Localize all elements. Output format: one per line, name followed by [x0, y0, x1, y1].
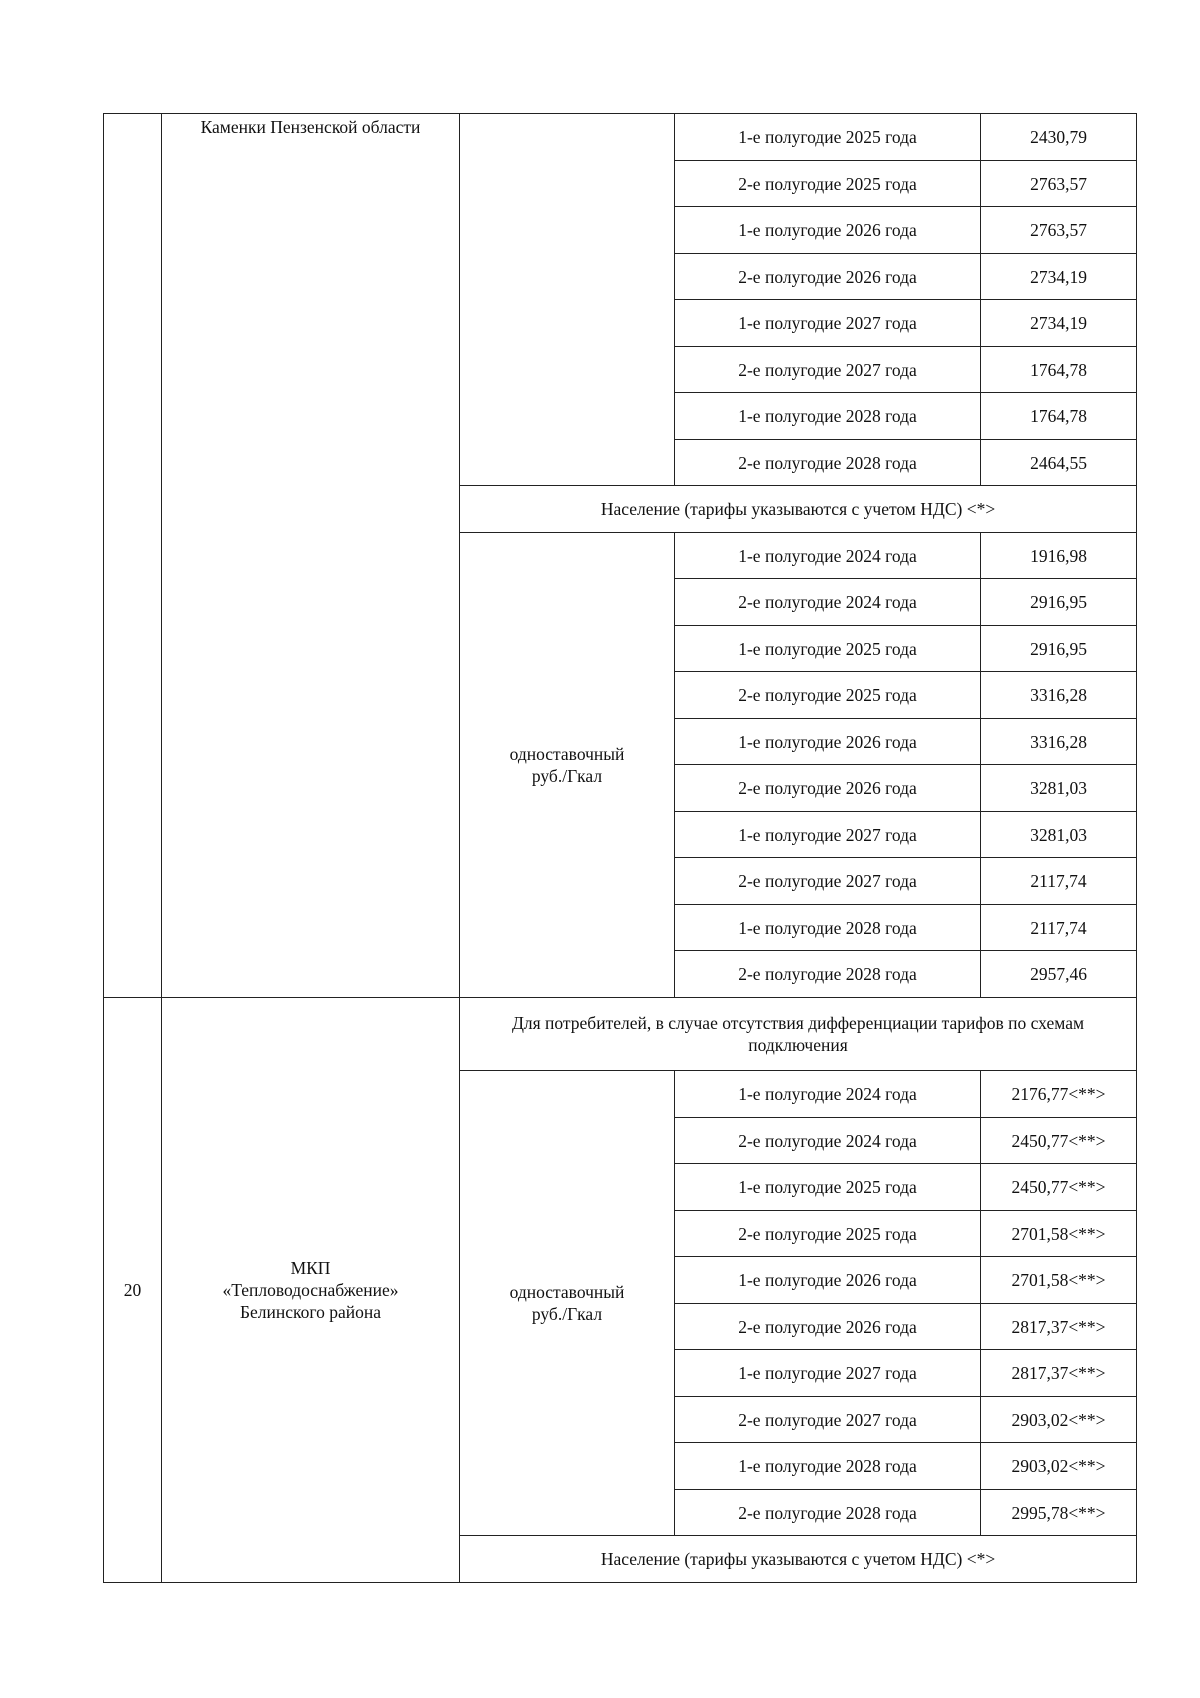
tariff-value-cell: 2903,02<**> — [981, 1443, 1137, 1490]
period-cell: 2-е полугодие 2024 года — [675, 1118, 981, 1164]
table-row — [104, 998, 1137, 1071]
period-cell: 1-е полугодие 2028 года — [675, 905, 981, 951]
tariff-value-cell: 2763,57 — [981, 161, 1137, 207]
tariff-value-cell: 3316,28 — [981, 719, 1137, 765]
period-cell: 1-е полугодие 2028 года — [675, 393, 981, 440]
tariff-value-cell: 2117,74 — [981, 905, 1137, 951]
period-cell: 1-е полугодие 2025 года — [675, 114, 981, 161]
tariff-value-cell: 1916,98 — [981, 533, 1137, 579]
tariff-value-cell: 2817,37<**> — [981, 1304, 1137, 1350]
tariff-value-cell: 3281,03 — [981, 765, 1137, 812]
period-cell: 2-е полугодие 2027 года — [675, 1397, 981, 1443]
org-name-line: Белинского района — [239, 1302, 382, 1322]
row-number-cell — [104, 114, 162, 998]
unit-label: руб./Гкал — [531, 766, 603, 786]
period-cell: 1-е полугодие 2024 года — [675, 533, 981, 579]
organization-name-cell: Каменки Пензенской области — [162, 114, 460, 998]
period-cell: 2-е полугодие 2025 года — [675, 672, 981, 719]
tariff-value-cell: 2916,95 — [981, 579, 1137, 626]
period-cell: 1-е полугодие 2026 года — [675, 207, 981, 254]
tariff-value-cell: 2701,58<**> — [981, 1257, 1137, 1304]
tariff-value-cell: 2701,58<**> — [981, 1211, 1137, 1257]
consumers-header: Для потребителей, в случае отсутствия дифференциации тарифов по схемам подключения — [460, 998, 1137, 1071]
tariff-value-cell: 1764,78 — [981, 347, 1137, 393]
row-number-cell: 20 — [104, 998, 162, 1583]
period-cell: 1-е полугодие 2028 года — [675, 1443, 981, 1490]
organization-name-cell — [162, 998, 460, 1583]
tariff-value-cell: 3316,28 — [981, 672, 1137, 719]
tariff-value-cell: 2734,19 — [981, 254, 1137, 300]
period-cell: 1-е полугодие 2025 года — [675, 626, 981, 672]
population-header: Население (тарифы указываются с учетом НДС) <*> — [460, 486, 1137, 533]
period-cell: 1-е полугодие 2027 года — [675, 300, 981, 347]
period-cell: 2-е полугодие 2026 года — [675, 1304, 981, 1350]
rate-type-label: одноставочный — [509, 744, 625, 764]
period-cell: 2-е полугодие 2026 года — [675, 254, 981, 300]
rate-type-cell — [460, 1071, 675, 1536]
tariff-value-cell: 2176,77<**> — [981, 1071, 1137, 1118]
period-cell: 1-е полугодие 2024 года — [675, 1071, 981, 1118]
period-cell: 2-е полугодие 2027 года — [675, 347, 981, 393]
unit-label: руб./Гкал — [531, 1304, 603, 1324]
period-cell: 2-е полугодие 2028 года — [675, 440, 981, 486]
period-cell: 2-е полугодие 2024 года — [675, 579, 981, 626]
tariff-value-cell: 2995,78<**> — [981, 1490, 1137, 1536]
tariff-value-cell: 2734,19 — [981, 300, 1137, 347]
tariff-value-cell: 2450,77<**> — [981, 1164, 1137, 1211]
rate-type-cell — [460, 533, 675, 998]
rate-type-label: одноставочный — [509, 1282, 625, 1302]
period-cell: 1-е полугодие 2027 года — [675, 1350, 981, 1397]
org-name-line: МКП — [290, 1258, 331, 1278]
table-row — [104, 114, 1137, 161]
period-cell: 1-е полугодие 2026 года — [675, 1257, 981, 1304]
tariff-table — [103, 113, 1137, 1583]
period-cell: 1-е полугодие 2027 года — [675, 812, 981, 858]
tariff-value-cell: 2763,57 — [981, 207, 1137, 254]
tariff-value-cell: 2450,77<**> — [981, 1118, 1137, 1164]
period-cell: 2-е полугодие 2026 года — [675, 765, 981, 812]
period-cell: 1-е полугодие 2025 года — [675, 1164, 981, 1211]
period-cell: 2-е полугодие 2025 года — [675, 161, 981, 207]
tariff-value-cell: 2817,37<**> — [981, 1350, 1137, 1397]
period-cell: 1-е полугодие 2026 года — [675, 719, 981, 765]
period-cell: 2-е полугодие 2028 года — [675, 1490, 981, 1536]
population-header: Население (тарифы указываются с учетом НДС) <*> — [460, 1536, 1137, 1583]
period-cell: 2-е полугодие 2027 года — [675, 858, 981, 905]
period-cell: 2-е полугодие 2028 года — [675, 951, 981, 998]
rate-type-cell — [460, 114, 675, 486]
tariff-value-cell: 2903,02<**> — [981, 1397, 1137, 1443]
tariff-value-cell: 2430,79 — [981, 114, 1137, 161]
tariff-value-cell: 2117,74 — [981, 858, 1137, 905]
tariff-value-cell: 2916,95 — [981, 626, 1137, 672]
tariff-value-cell: 2464,55 — [981, 440, 1137, 486]
org-name-line: «Тепловодоснабжение» — [222, 1280, 399, 1300]
period-cell: 2-е полугодие 2025 года — [675, 1211, 981, 1257]
tariff-value-cell: 2957,46 — [981, 951, 1137, 998]
tariff-value-cell: 3281,03 — [981, 812, 1137, 858]
tariff-value-cell: 1764,78 — [981, 393, 1137, 440]
